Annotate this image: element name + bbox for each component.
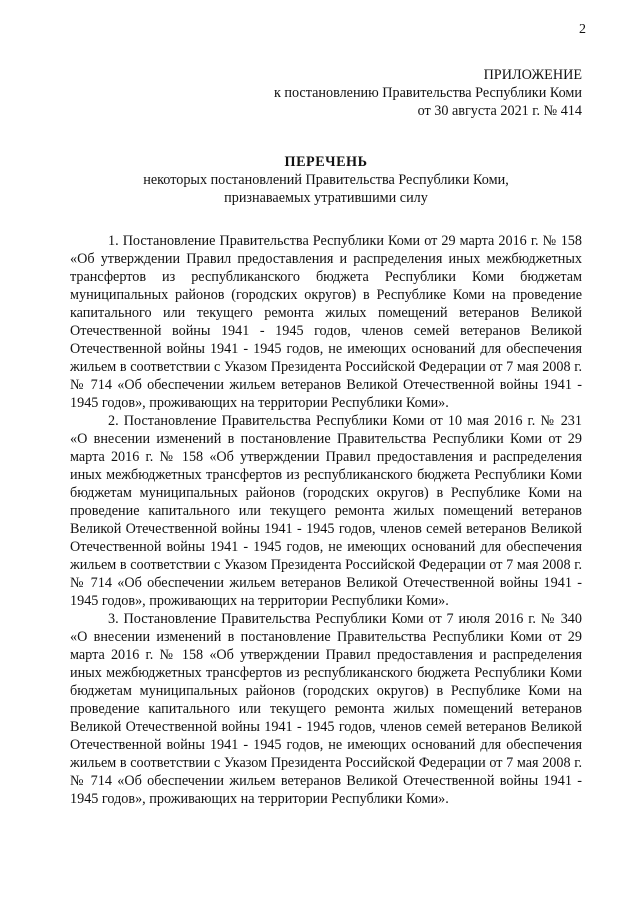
appendix-date-number: от 30 августа 2021 г. № 414 [417,103,582,119]
list-item-2: 2. Постановление Правительства Республики Коми от 10 мая 2016 г. № 231 «О внесении изменений в постановление Правительства Республики Коми от 29 марта 2016 г. № 158 «Об утверждении Правил предоставления и распределения иных межбюджетных трансфертов из республиканского бюджета Республики Коми бюджетам муниципальных районов (городских округов) в Республике Коми на проведение капитального или текущего ремонта жилых помещений ветеранов Великой Отечественной войны 1941 - 1945 годов, членов семей ветеранов Великой Отечественной войны 1941 - 1945 годов, не имеющих оснований для обеспечения жильем в соответствии с Указом Президента Российской Федерации от 7 мая 2008 г. № 714 «Об обеспечении жильем ветеранов Великой Отечественной войны 1941 - 1945 годов», проживающих на территории Республики Коми». [70,413,582,609]
appendix-header [274,66,582,120]
title-subtitle-line-2: признаваемых утратившими силу [224,190,428,206]
appendix-label: ПРИЛОЖЕНИЕ [483,67,582,83]
list-item-3: 3. Постановление Правительства Республики Коми от 7 июля 2016 г. № 340 «О внесении изменений в постановление Правительства Республики Коми от 29 марта 2016 г. № 158 «Об утверждении Правил предоставления и распределения иных межбюджетных трансфертов из республиканского бюджета Республики Коми бюджетам муниципальных районов (городских округов) в Республике Коми на проведение капитального или текущего ремонта жилых помещений ветеранов Великой Отечественной войны 1941 - 1945 годов, членов семей ветеранов Великой Отечественной войны 1941 - 1945 годов, не имеющих оснований для обеспечения жильем в соответствии с Указом Президента Российской Федерации от 7 мая 2008 г. № 714 «Об обеспечении жильем ветеранов Великой Отечественной войны 1941 - 1945 годов», проживающих на территории Республики Коми». [70,611,582,807]
document-body [70,232,582,808]
page-number: 2 [579,22,586,37]
list-item-1: 1. Постановление Правительства Республики Коми от 29 марта 2016 г. № 158 «Об утверждении Правил предоставления и распределения иных межбюджетных трансфертов из республиканского бюджета Республики Коми бюджетам муниципальных районов (городских округов) в Республике Коми на проведение капитального или текущего ремонта жилых помещений ветеранов Великой Отечественной войны 1941 - 1945 годов, членов семей ветеранов Великой Отечественной войны 1941 - 1945 годов, не имеющих оснований для обеспечения жильем в соответствии с Указом Президента Российской Федерации от 7 мая 2008 г. № 714 «Об обеспечении жильем ветеранов Великой Отечественной войны 1941 - 1945 годов», проживающих на территории Республики Коми». [70,233,582,411]
document-title [70,153,582,207]
title-subtitle-line-1: некоторых постановлений Правительства Республики Коми, [143,172,509,188]
title-heading: ПЕРЕЧЕНЬ [284,154,368,170]
appendix-reference: к постановлению Правительства Республики Коми [273,85,582,101]
